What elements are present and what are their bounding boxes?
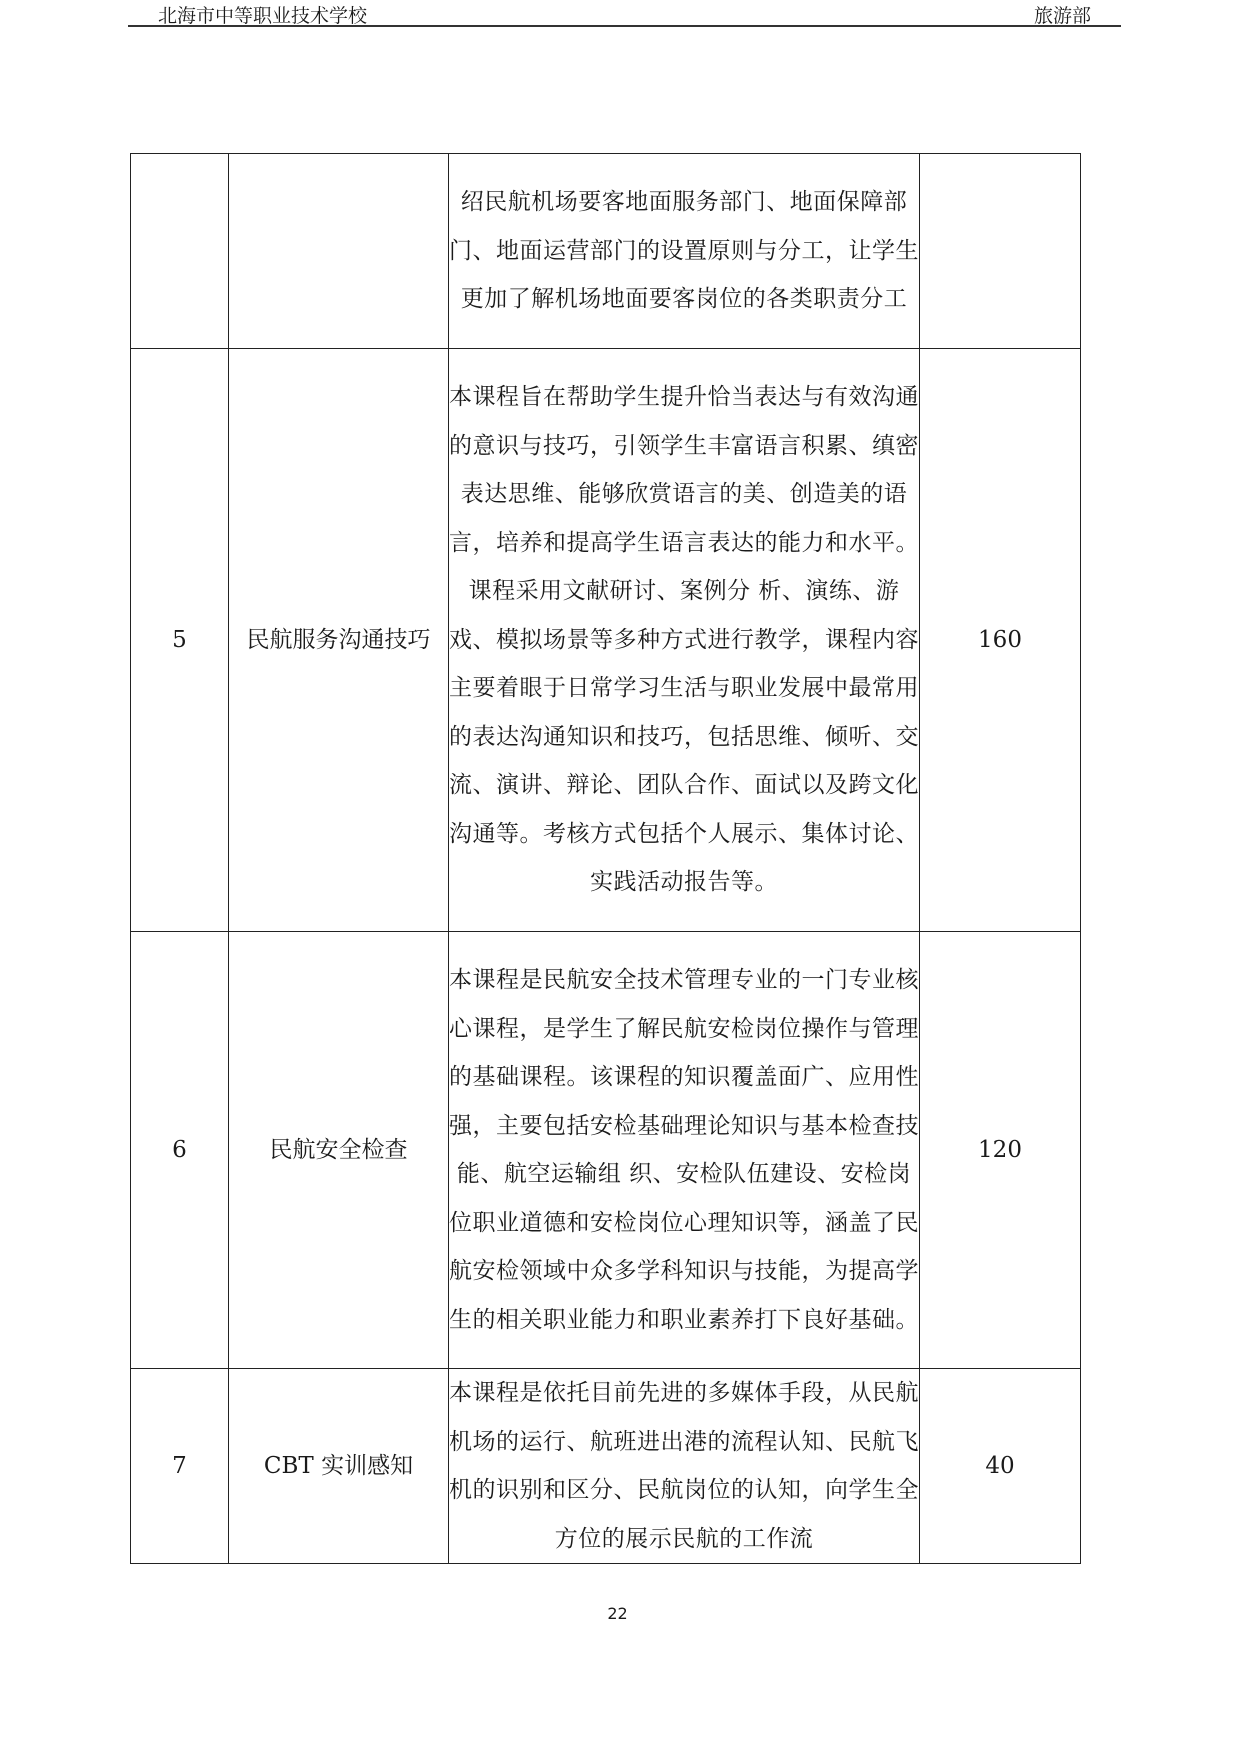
page-header — [128, 0, 1121, 27]
table-row — [131, 1369, 1081, 1564]
course-hours — [920, 154, 1081, 349]
course-name: 民航服务沟通技巧 — [229, 349, 449, 932]
course-number: 7 — [131, 1369, 229, 1564]
course-number: 5 — [131, 349, 229, 932]
course-number — [131, 154, 229, 349]
course-hours: 40 — [920, 1369, 1081, 1564]
course-name: 民航安全检查 — [229, 932, 449, 1369]
page-number: 22 — [607, 1604, 628, 1623]
course-description: 绍民航机场要客地面服务部门、地面保障部门、地面运营部门的设置原则与分工，让学生更加了解机场地面要客岗位的各类职责分工 — [449, 154, 920, 349]
table-row — [131, 349, 1081, 932]
table-row — [131, 932, 1081, 1369]
school-name: 北海市中等职业技术学校 — [158, 5, 368, 27]
course-description: 本课程是依托目前先进的多媒体手段，从民航机场的运行、航班进出港的流程认知、民航飞机的识别和区分、民航岗位的认知，向学生全方位的展示民航的工作流 — [449, 1369, 920, 1564]
course-hours: 120 — [920, 932, 1081, 1369]
course-name: CBT 实训感知 — [229, 1369, 449, 1564]
course-description: 本课程旨在帮助学生提升恰当表达与有效沟通的意识与技巧，引领学生丰富语言积累、缜密表达思维、能够欣赏语言的美、创造美的语言，培养和提高学生语言表达的能力和水平。课程采用文献研讨、案例分 析、演练、游戏、模拟场景等多种方式进行教学，课程内容主要着眼于日常学习生活与职业发展中最常用的表达沟通知识和技巧，包括思维、倾听、交流、演讲、辩论、团队合作、面试以及跨文化沟通等。考核方式包括个人展示、集体讨论、实践活动报告等。 — [449, 349, 920, 932]
course-description: 本课程是民航安全技术管理专业的一门专业核心课程，是学生了解民航安检岗位操作与管理的基础课程。该课程的知识覆盖面广、应用性强，主要包括安检基础理论知识与基本检查技能、航空运输组 织、安检队伍建设、安检岗位职业道德和安检岗位心理知识等，涵盖了民航安检领域中众多学科知识与技能，为提高学生的相关职业能力和职业素养打下良好基础。 — [449, 932, 920, 1369]
course-table — [130, 153, 1081, 1564]
course-hours: 160 — [920, 349, 1081, 932]
department-name: 旅游部 — [1033, 5, 1091, 27]
course-number: 6 — [131, 932, 229, 1369]
table-row — [131, 154, 1081, 349]
course-name — [229, 154, 449, 349]
